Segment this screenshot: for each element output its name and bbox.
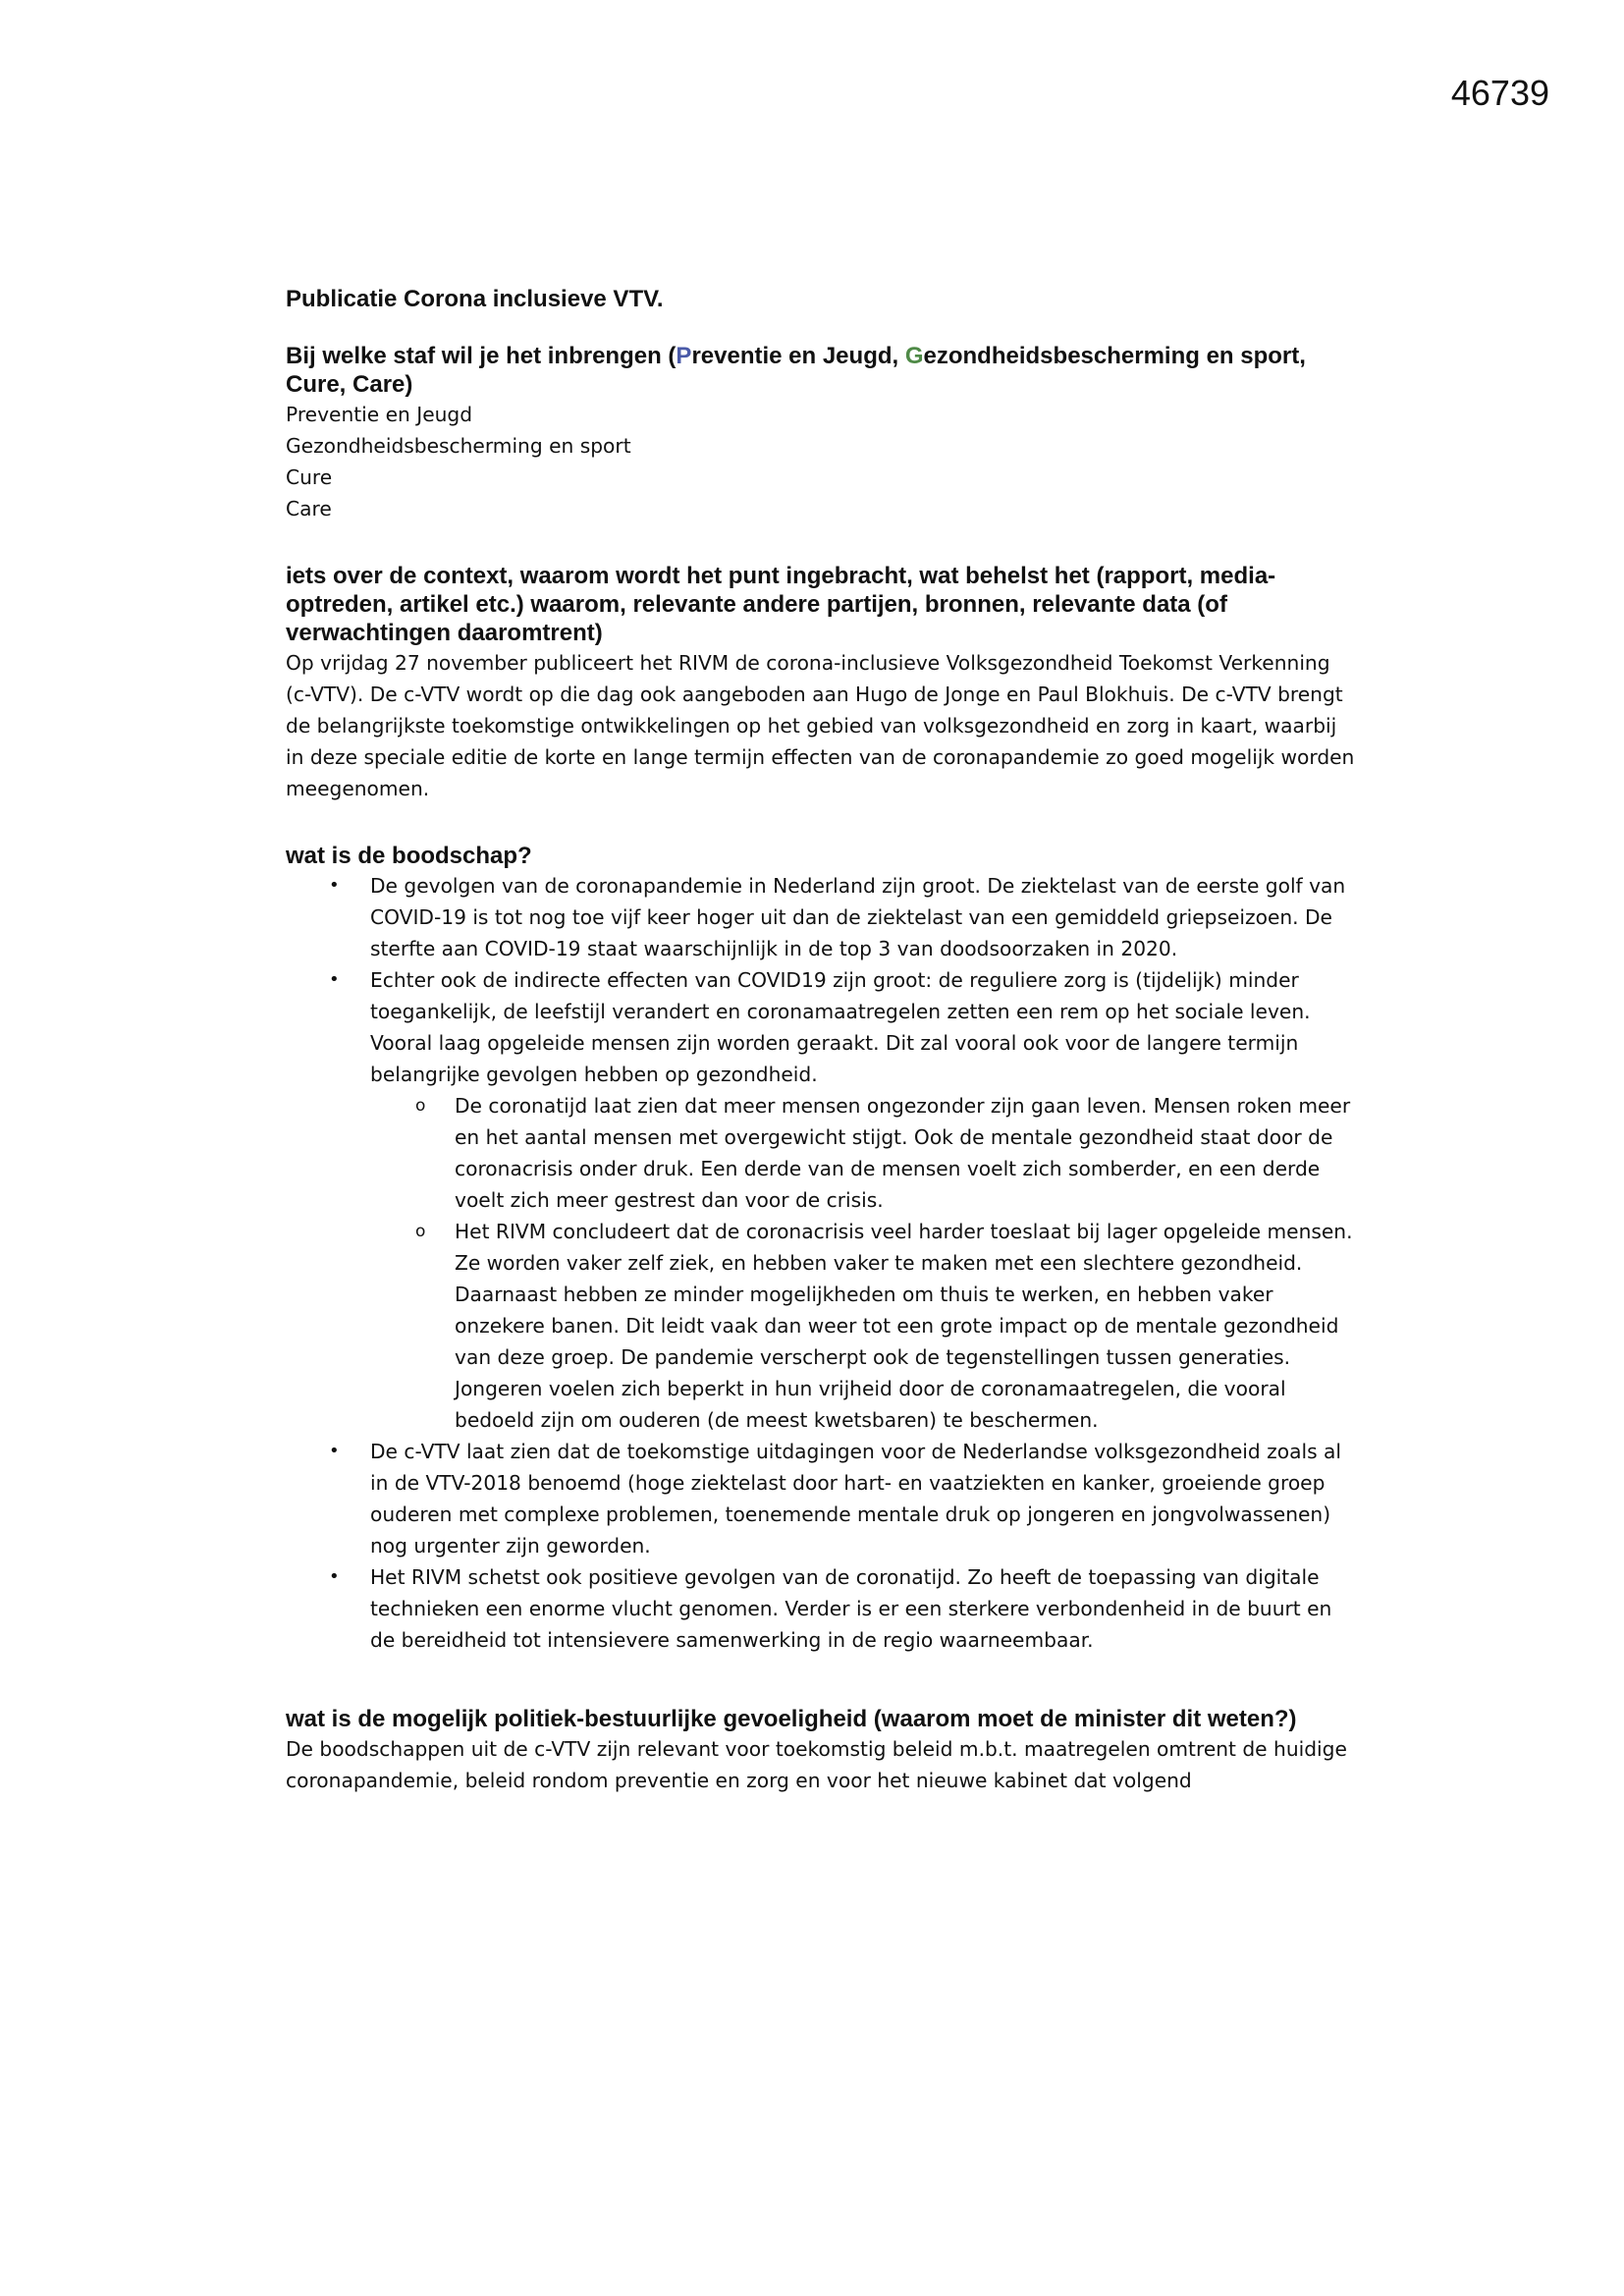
document-content xyxy=(286,285,1356,1796)
sub-bullet-list xyxy=(370,1090,1356,1436)
bullet-icon: • xyxy=(329,875,340,896)
bullet-text: De c-VTV laat zien dat de toekomstige uitdagingen voor de Nederlandse volksgezondheid zoals al in de VTV-2018 benoemd (hoge ziektelast door hart- en vaatziekten en kanker, groeiende groep ouderen met complexe problemen, toenemende mentale druk op jongeren en jongvolwassenen) nog urgenter zijn geworden. xyxy=(370,1440,1341,1558)
sensitivity-paragraph: De boodschappen uit de c-VTV zijn relevant voor toekomstig beleid m.b.t. maatregelen omtrent de huidige coronapandemie, beleid rondom preventie en zorg en voor het nieuwe kabinet dat volgend xyxy=(286,1737,1347,1792)
staff-list xyxy=(286,399,1356,524)
sub-list-item xyxy=(370,1090,1356,1216)
staff-question-suffix: ezondheidsbescherming en sport, Cure, Care) xyxy=(286,343,1306,398)
sub-bullet-text: De coronatijd laat zien dat meer mensen ongezonder zijn gaan leven. Mensen roken meer en het aantal mensen met overgewicht stijgt. Ook de mentale gezondheid staat door de coronacrisis onder druk. Een derde van de mensen voelt zich somberder, en een derde voelt zich meer gestrest dan voor de crisis. xyxy=(455,1094,1351,1212)
circle-bullet-icon: o xyxy=(415,1222,426,1241)
staff-item: Cure xyxy=(286,465,333,489)
circle-bullet-icon: o xyxy=(415,1096,426,1116)
sensitivity-heading: wat is de mogelijk politiek-bestuurlijke gevoeligheid (waarom moet de minister dit weten?) xyxy=(286,1706,1297,1732)
document-title: Publicatie Corona inclusieve VTV. xyxy=(286,286,664,312)
list-item xyxy=(286,964,1356,1436)
staff-question-p-letter: P xyxy=(676,343,692,369)
bullet-icon: • xyxy=(329,1566,340,1587)
document-number: 46739 xyxy=(1450,73,1549,113)
staff-question-g-letter: G xyxy=(904,343,924,369)
staff-item: Gezondheidsbescherming en sport xyxy=(286,434,631,458)
list-item xyxy=(286,870,1356,964)
sub-bullet-text: Het RIVM concludeert dat de coronacrisis veel harder toeslaat bij lager opgeleide mensen. Ze worden vaker zelf ziek, en hebben vaker te maken met een slechtere gezondheid. Daarnaast hebben ze minder mogelijkheden om thuis te werken, en hebben vaker onzekere banen. Dit leidt vaak dan weer tot een grote impact op de mentale gezondheid van deze groep. De pandemie verscherpt ook de tegenstellingen tussen generaties. Jongeren voelen zich beperkt in hun vrijheid door de coronamaatregelen, die vooral bedoeld zijn om ouderen (de meest kwetsbaren) te beschermen. xyxy=(455,1220,1353,1432)
staff-item: Care xyxy=(286,497,332,520)
bullet-icon: • xyxy=(329,969,340,990)
staff-question-prefix: Bij welke staf wil je het inbrengen ( xyxy=(286,343,677,369)
message-bullet-list xyxy=(286,870,1356,1656)
context-heading: iets over de context, waarom wordt het punt ingebracht, wat behelst het (rapport, media-optreden, artikel etc.) waarom, relevante andere partijen, bronnen, relevante data (of verwachtingen daaromtrent) xyxy=(286,563,1276,646)
bullet-text: Het RIVM schetst ook positieve gevolgen van de coronatijd. Zo heeft de toepassing van digitale technieken een enorme vlucht genomen. Verder is er een sterkere verbondenheid in de buurt en de bereidheid tot intensievere samenwerking in de regio waarneembaar. xyxy=(370,1565,1332,1652)
staff-question-middle: reventie en Jeugd, xyxy=(691,343,905,369)
list-item xyxy=(286,1436,1356,1561)
bullet-text: Echter ook de indirecte effecten van COVID19 zijn groot: de reguliere zorg is (tijdelijk) minder toegankelijk, de leefstijl verandert en coronamaatregelen zetten een rem op het sociale leven. Vooral laag opgeleide mensen zijn worden geraakt. Dit zal vooral ook voor de langere termijn belangrijke gevolgen hebben op gezondheid. xyxy=(370,968,1311,1086)
staff-item: Preventie en Jeugd xyxy=(286,403,473,426)
bullet-text: De gevolgen van de coronapandemie in Nederland zijn groot. De ziektelast van de eerste golf van COVID-19 is tot nog toe vijf keer hoger uit dan de ziektelast van een gemiddeld griepseizoen. De sterfte aan COVID-19 staat waarschijnlijk in de top 3 van doodsoorzaken in 2020. xyxy=(370,874,1346,960)
context-paragraph: Op vrijdag 27 november publiceert het RIVM de corona-inclusieve Volksgezondheid Toekomst Verkenning (c-VTV). De c-VTV wordt op die dag ook aangeboden aan Hugo de Jonge en Paul Blokhuis. De c-VTV brengt de belangrijkste toekomstige ontwikkelingen op het gebied van volksgezondheid en zorg in kaart, waarbij in deze speciale editie de korte en lange termijn effecten van de coronapandemie zo goed mogelijk worden meegenomen. xyxy=(286,651,1355,800)
message-heading: wat is de boodschap? xyxy=(286,843,532,869)
list-item xyxy=(286,1561,1356,1656)
staff-question-heading xyxy=(286,342,1356,399)
sub-list-item xyxy=(370,1216,1356,1436)
bullet-icon: • xyxy=(329,1441,340,1461)
